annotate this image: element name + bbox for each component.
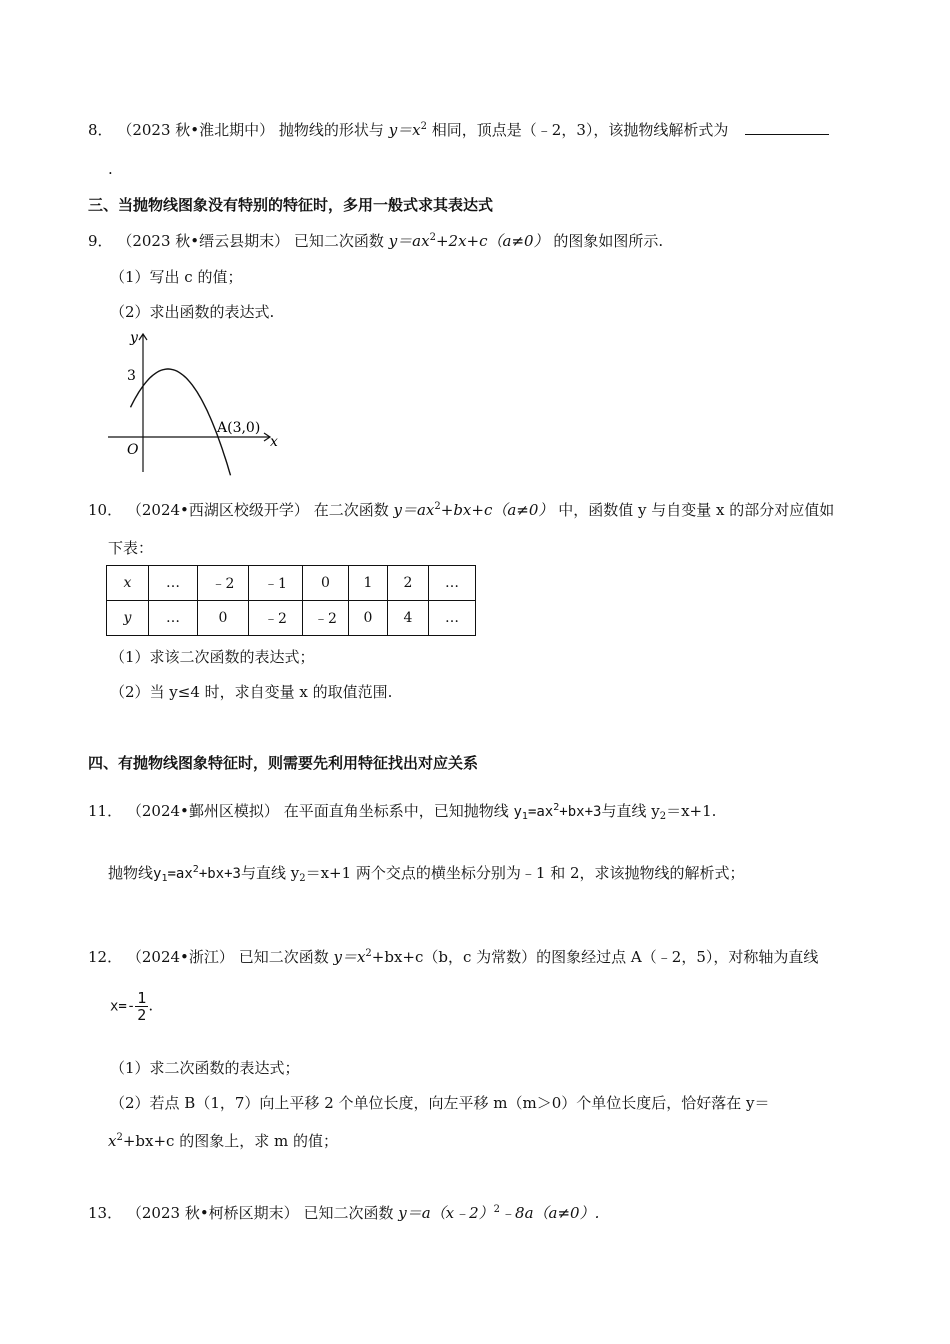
math-expression: y＝x [333,948,366,966]
sub-question-continued: $x^2+bx+c$ 的图象上，求 m 的值； [108,1132,338,1150]
formula-image: $y_1=ax^2+bx+3$ [153,864,241,884]
math-expression: y＝a（x﹣2） [398,1204,494,1222]
formula-image: $y_1=ax^2+bx+3$ [513,802,602,822]
sub-question: （2）求出函数的表达式. [110,303,275,321]
question-11-line2: 抛物线$y_1=ax^2+bx+3$与直线 $y_2=x+1$ 两个交点的横坐标分别为﹣1 和 2，求该抛物线的解析式； [108,864,745,884]
question-9: 9． （2023 秋•缙云县期末） 已知二次函数 $y=ax^2+2x+c(a\ne 0)$ 的图象如图所示. [88,232,664,250]
sub-question: （2）若点 B（1，7）向上平移 2 个单位长度，向左平移 m（m＞0）个单位长度后，恰好落在 y＝ [110,1094,770,1112]
question-source: （2023 秋•柯桥区期末） [126,1204,299,1222]
question-8: 8． （2023 秋•淮北期中） 抛物线的形状与 $y=x^2$ 相同，顶点是（﹣2，3），该抛物线解析式为 [88,119,829,140]
question-source: （2023 秋•缙云县期末） [117,232,290,250]
parabola-graph [100,322,290,477]
value-table [106,565,476,636]
y-tick-label: 3 [127,368,136,384]
answer-blank[interactable] [745,122,829,135]
question-10: 10． （2024•西湖区校级开学） 在二次函数 $y=ax^2+bx+c(a\ne 0)$ 中，函数值 y 与自变量 x 的部分对应值如 [88,501,835,519]
table-row-x: x … ﹣2 ﹣1 0 1 2 … [107,566,476,601]
y-axis-label: y [130,330,138,346]
section-heading-4: 四、有抛物线图象特征时，则需要先利用特征找出对应关系 [88,754,479,772]
question-12: 12． （2024•浙江） 已知二次函数 $y=x^2+bx+c(b$，c 为常数）的图象经过点 A（﹣2，5），对称轴为直线 [88,948,819,966]
math-expression: y＝ax [393,501,435,519]
section-heading-3: 三、当抛物线图象没有特别的特征时，多用一般式求其表达式 [88,196,494,214]
question-number: 8． [88,121,113,139]
question-source: （2023 秋•淮北期中） [117,121,275,139]
question-number: 12． [88,948,123,966]
sub-question: （2）当 y≤4 时，求自变量 x 的取值范围. [110,683,393,701]
sub-question: （1）写出 c 的值； [110,268,243,286]
question-source: （2024•西湖区校级开学） [126,501,309,519]
math-expression: y＝x [388,121,421,139]
table-row-y: y … 0 ﹣2 ﹣2 0 4 … [107,601,476,636]
question-number: 13． [88,1204,123,1222]
x-axis-label: x [270,434,278,450]
question-number: 11． [88,802,123,820]
question-number: 9． [88,232,113,250]
sub-question: （1）求二次函数的表达式； [110,1059,300,1077]
question-8-end: . [108,160,113,178]
fraction: $\frac{1}{2}$ [137,989,147,1024]
question-13: 13． （2023 秋•柯桥区期末） 已知二次函数 y＝a（x﹣2）$^2$﹣8a（a≠0）. [88,1204,600,1222]
origin-label: O [127,442,139,458]
point-a-label: A(3,0) [217,420,261,436]
question-11: 11． （2024•鄞州区模拟） 在平面直角坐标系中，已知抛物线 $y_1=ax^2+bx+3$与直线 $y_2=x+1$. [88,802,717,822]
axis-of-symmetry: x=- $\frac{1}{2}$ . [110,989,154,1024]
parabola-curve [131,369,231,475]
question-source: （2024•浙江） [126,948,234,966]
question-source: （2024•鄞州区模拟） [126,802,279,820]
math-expression: y＝ax [388,232,430,250]
question-number: 10． [88,501,123,519]
sub-question: （1）求该二次函数的表达式； [110,648,315,666]
